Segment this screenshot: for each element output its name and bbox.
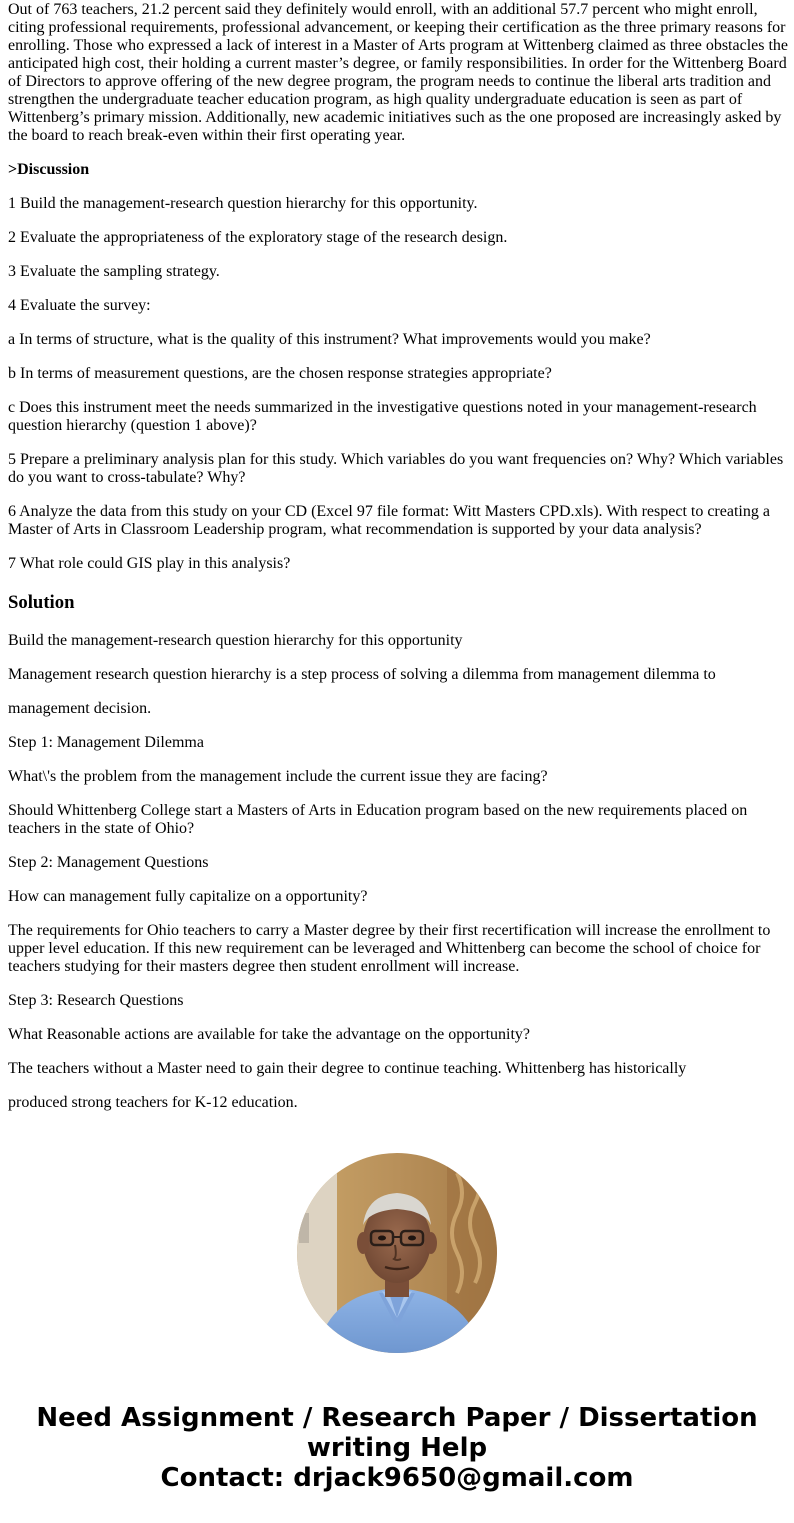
author-portrait-illustration <box>297 1153 497 1353</box>
solution-step-heading: Step 3: Research Questions <box>8 992 184 1009</box>
solution-paragraph: Should Whittenberg College start a Masters of Arts in Education program based on the new requirements placed on teachers in the state of Ohio? <box>8 802 748 837</box>
discussion-item-4: 4 Evaluate the survey: <box>8 297 151 314</box>
solution-paragraph: Management research question hierarchy is a step process of solving a dilemma from management dilemma to <box>8 666 716 683</box>
promo-banner <box>0 1403 794 1493</box>
discussion-item-4b: b In terms of measurement questions, are the chosen response strategies appropriate? <box>8 365 552 382</box>
solution-paragraph: What\'s the problem from the management include the current issue they are facing? <box>8 768 548 785</box>
solution-paragraph: management decision. <box>8 700 152 717</box>
discussion-heading: >Discussion <box>8 161 90 178</box>
discussion-item-6: 6 Analyze the data from this study on your CD (Excel 97 file format: Witt Masters CPD.xls). With respect to creating a Master of Arts in Classroom Leadership program, what recommendation is supported by your data analysis? <box>8 503 770 538</box>
solution-paragraph: The teachers without a Master need to gain their degree to continue teaching. Whittenberg has historically <box>8 1060 687 1077</box>
solution-paragraph: Build the management-research question hierarchy for this opportunity <box>8 632 463 649</box>
promo-line-2: writing Help <box>306 1433 488 1463</box>
solution-paragraph: produced strong teachers for K-12 education. <box>8 1094 298 1111</box>
discussion-item-5: 5 Prepare a preliminary analysis plan for this study. Which variables do you want frequencies on? Why? Which variables do you want to cross-tabulate? Why? <box>8 451 784 486</box>
discussion-item-1: 1 Build the management-research question hierarchy for this opportunity. <box>8 195 478 212</box>
intro-paragraph: Out of 763 teachers, 21.2 percent said they definitely would enroll, with an additional 57.7 percent who might enroll, citing professional requirements, professional advancement, or keeping their certification as the three primary reasons for enrolling. Those who expressed a lack of interest in a Master of Arts program at Wittenberg claimed as three obstacles the anticipated high cost, their holding a current master’s degree, or family responsibilities. In order for the Wittenberg Board of Directors to approve offering of the new degree program, the program needs to continue the liberal arts tradition and strengthen the undergraduate teacher education program, as high quality undergraduate education is seen as part of Wittenberg’s primary mission. Additionally, new academic initiatives such as the one proposed are increasingly asked by the board to reach break-even within their first operating year. <box>8 1 789 144</box>
discussion-item-4a: a In terms of structure, what is the quality of this instrument? What improvements would you make? <box>8 331 651 348</box>
promo-contact: Contact: drjack9650@gmail.com <box>160 1463 634 1493</box>
discussion-item-3: 3 Evaluate the sampling strategy. <box>8 263 220 280</box>
solution-step-heading: Step 2: Management Questions <box>8 854 209 871</box>
discussion-item-2: 2 Evaluate the appropriateness of the exploratory stage of the research design. <box>8 229 508 246</box>
solution-step-heading: Step 1: Management Dilemma <box>8 734 204 751</box>
document-body <box>8 0 788 1128</box>
solution-paragraph: What Reasonable actions are available for take the advantage on the opportunity? <box>8 1026 531 1043</box>
promo-line-1: Need Assignment / Research Paper / Dissertation <box>36 1403 758 1433</box>
solution-paragraph: The requirements for Ohio teachers to carry a Master degree by their first recertification will increase the enrollment to upper level education. If this new requirement can be leveraged and Whittenberg can become the school of choice for teachers studying for their masters degree then student enrollment will increase. <box>8 922 771 975</box>
author-avatar <box>297 1153 497 1353</box>
solution-heading: Solution <box>8 592 75 613</box>
discussion-item-7: 7 What role could GIS play in this analysis? <box>8 555 291 572</box>
discussion-item-4c: c Does this instrument meet the needs summarized in the investigative questions noted in your management-research question hierarchy (question 1 above)? <box>8 399 757 434</box>
solution-paragraph: How can management fully capitalize on a opportunity? <box>8 888 368 905</box>
